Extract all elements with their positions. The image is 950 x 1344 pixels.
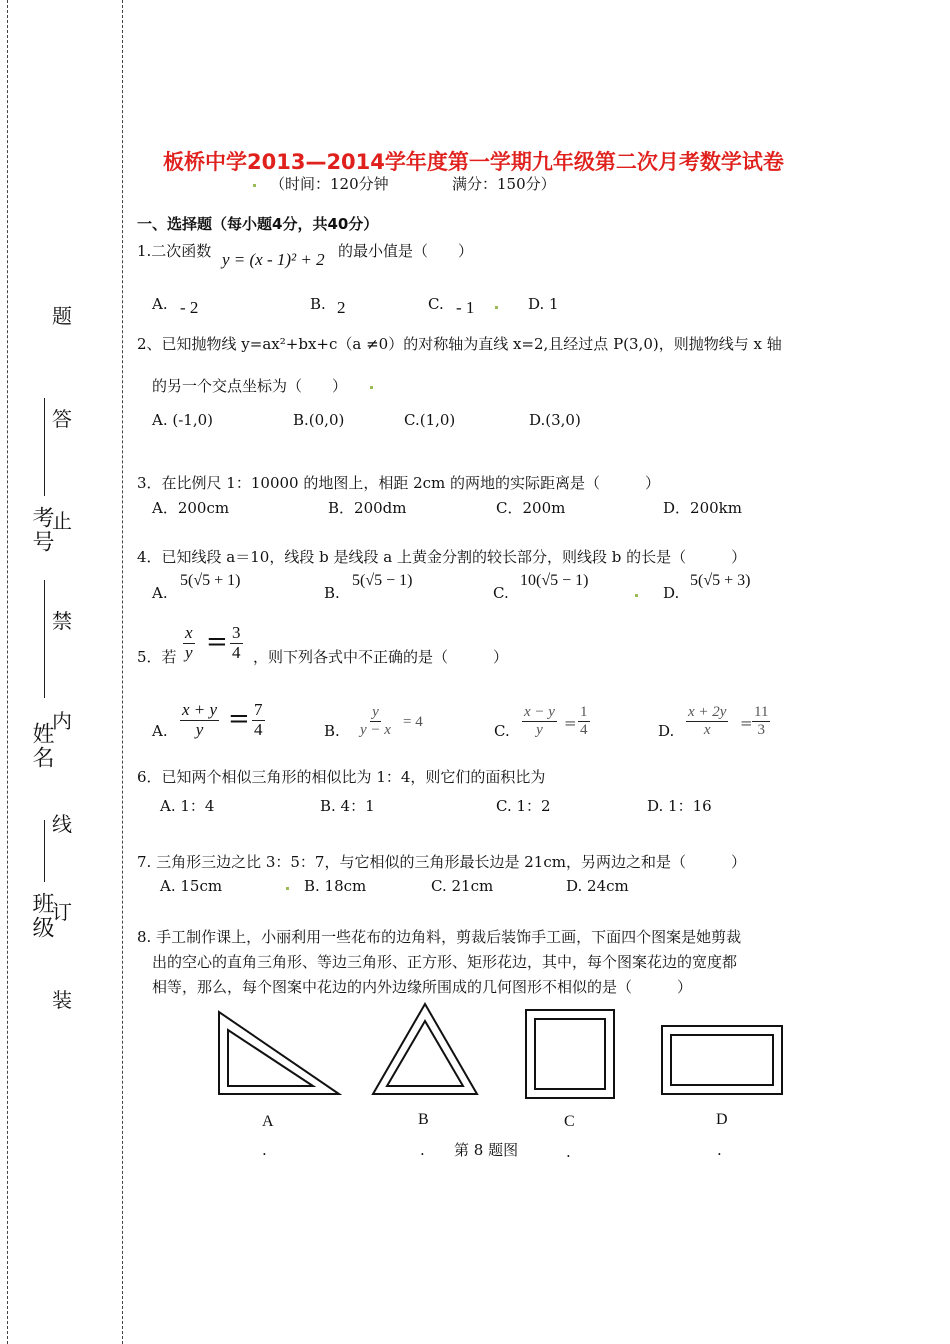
q5-a-result-denominator: 4 [254, 719, 263, 739]
cut-char: 订 [52, 900, 72, 924]
q5-d-numerator: x + 2y [688, 704, 727, 720]
name-field-label: 姓名 [29, 722, 54, 770]
figure-label-b: B [418, 1111, 429, 1128]
figure-dot: . [420, 1141, 425, 1159]
q6-option-b[interactable]: B. 4：1 [320, 797, 375, 815]
exam-score: 满分：150分） [452, 175, 556, 193]
q2-option-b[interactable]: B.(0,0) [293, 411, 345, 429]
figure-a-inner-triangle [228, 1030, 313, 1086]
q5-a-numerator: x + y [182, 700, 218, 719]
q5-equals: = [206, 627, 228, 657]
figure-label-d: D [716, 1111, 728, 1128]
cut-char: 装 [52, 988, 72, 1012]
q5-b-denominator: y − x [360, 721, 391, 738]
q7-option-b[interactable]: B. 18cm [304, 877, 367, 895]
q5-d-result-denominator: 3 [757, 721, 765, 738]
q5-b-result: = 4 [403, 714, 423, 730]
figure-dot: . [717, 1141, 722, 1159]
q2-stem-line2: 的另一个交点坐标为（ ） [152, 377, 348, 395]
q2-option-a[interactable]: A. (-1,0) [152, 411, 213, 429]
figure-d-outer-rectangle [662, 1026, 782, 1094]
q5-option-c[interactable]: C. [494, 722, 510, 740]
q5-d-result-numerator: 11 [754, 704, 769, 720]
q5-given-denominator: y [185, 642, 193, 662]
q5-a-denominator: y [195, 719, 204, 739]
cut-char: 答 [52, 407, 72, 431]
q1-option-a-value: - 2 [180, 298, 199, 317]
q5-option-b[interactable]: B. [324, 722, 340, 740]
q6-option-d[interactable]: D. 1：16 [647, 797, 712, 815]
figure-label-c: C [564, 1113, 575, 1130]
q5-d-equals: = [740, 714, 753, 732]
q3-option-a[interactable]: A．200cm [152, 499, 230, 517]
q1-formula: y = (x - 1)² + 2 [222, 250, 325, 269]
q5-stem-post: ，则下列各式中不正确的是（ ） [253, 648, 509, 666]
q1-option-c-value: - 1 [456, 298, 475, 317]
q4-option-a-value: 5(√5 + 1) [180, 572, 241, 589]
q1-option-d[interactable]: D. 1 [528, 295, 559, 313]
q3-option-c[interactable]: C．200m [496, 499, 566, 517]
cut-char: 线 [52, 812, 72, 836]
q5-ratio-denominator: 4 [232, 642, 241, 662]
q7-option-a[interactable]: A. 15cm [160, 877, 223, 895]
exam-title: 板桥中学2013—2014学年度第一学期九年级第二次月考数学试卷 [163, 150, 784, 174]
q1-stem-pre: 1.二次函数 [137, 242, 212, 260]
cut-char: 止 [52, 509, 72, 533]
q1-option-b[interactable]: B. [310, 295, 326, 313]
figure-a-outer-triangle [219, 1012, 339, 1094]
q4-option-b-value: 5(√5 − 1) [352, 572, 413, 589]
q5-option-a[interactable]: A. [152, 722, 168, 740]
cut-char: 内 [52, 709, 72, 733]
q4-option-a[interactable]: A. [152, 584, 168, 602]
q5-a-equals: = [228, 704, 250, 734]
q3-option-d[interactable]: D．200km [663, 499, 742, 517]
class-field-label: 班级 [29, 892, 54, 940]
q3-stem: 3．在比例尺 1：10000 的地图上，相距 2cm 的两地的实际距离是（ ） [137, 474, 661, 492]
q4-option-d[interactable]: D. [663, 584, 680, 602]
q5-option-d[interactable]: D. [658, 722, 675, 740]
q1-stem-post: 的最小值是（ ） [338, 242, 474, 260]
q6-option-c[interactable]: C. 1：2 [496, 797, 551, 815]
q1-option-a[interactable]: A. [152, 295, 168, 313]
cut-char: 禁 [52, 609, 72, 633]
q5-b-numerator: y [372, 704, 379, 720]
q2-option-d[interactable]: D.(3,0) [529, 411, 581, 429]
q3-option-b[interactable]: B．200dm [328, 499, 407, 517]
q5-c-equals: = [564, 714, 577, 732]
q7-stem: 7. 三角形三边之比 3：5：7，与它相似的三角形最长边是 21cm，另两边之和是（ ） [137, 853, 746, 871]
number-field-label: 考号 [29, 506, 54, 554]
section-heading: 一、选择题（每小题4分，共40分） [137, 215, 379, 233]
q6-option-a[interactable]: A. 1：4 [160, 797, 215, 815]
q4-option-c-value: 10(√5 − 1) [520, 572, 589, 589]
q4-option-b[interactable]: B. [324, 584, 340, 602]
figure-d-inner-rectangle [671, 1035, 773, 1085]
figure-label-a: A [262, 1113, 274, 1130]
q5-given-numerator: x [185, 623, 193, 642]
q5-c-denominator: y [536, 721, 543, 738]
q8-stem-line3: 相等，那么，每个图案中花边的内外边缘所围成的几何图形不相似的是（ ） [152, 978, 693, 996]
q1-option-b-value: 2 [337, 298, 346, 317]
q1-option-c[interactable]: C. [428, 295, 444, 313]
q4-option-c[interactable]: C. [493, 584, 509, 602]
q4-stem: 4．已知线段 a＝10，线段 b 是线段 a 上黄金分割的较长部分，则线段 b 的长是（ ） [137, 548, 747, 566]
figure-b-outer-triangle [373, 1004, 477, 1094]
figure-c-inner-square [535, 1019, 605, 1089]
q7-option-c[interactable]: C. 21cm [431, 877, 494, 895]
q5-ratio-numerator: 3 [232, 623, 241, 642]
q5-c-result-denominator: 4 [580, 721, 588, 738]
figure-c-outer-square [526, 1010, 614, 1098]
q8-stem-line1: 8. 手工制作课上，小丽利用一些花布的边角料，剪裁后装饰手工画，下面四个图案是她剪裁 [137, 928, 742, 946]
cut-char: 题 [52, 304, 72, 328]
q4-option-d-value: 5(√5 + 3) [690, 572, 751, 589]
q8-stem-line2: 出的空心的直角三角形、等边三角形、正方形、矩形花边，其中，每个图案花边的宽度都 [152, 953, 738, 971]
q5-d-denominator: x [703, 721, 711, 738]
q2-option-c[interactable]: C.(1,0) [404, 411, 456, 429]
q6-stem: 6．已知两个相似三角形的相似比为 1：4，则它们的面积比为 [137, 768, 546, 786]
q5-c-numerator: x − y [524, 704, 555, 720]
q5-number: 5．若 [137, 648, 177, 666]
q5-c-result-numerator: 1 [580, 704, 588, 720]
figure-dot: . [262, 1141, 267, 1159]
exam-time: （时间：120分钟 [270, 175, 389, 193]
figure-dot: . [566, 1143, 571, 1161]
q7-option-d[interactable]: D. 24cm [566, 877, 629, 895]
figure-caption: 第 8 题图 [454, 1141, 519, 1159]
q5-a-result-numerator: 7 [254, 700, 263, 719]
q2-stem-line1: 2、已知抛物线 y=ax²+bx+c（a ≠0）的对称轴为直线 x=2,且经过点 P(3,0)，则抛物线与 x 轴 [137, 335, 782, 353]
figure-b-inner-triangle [387, 1021, 463, 1086]
